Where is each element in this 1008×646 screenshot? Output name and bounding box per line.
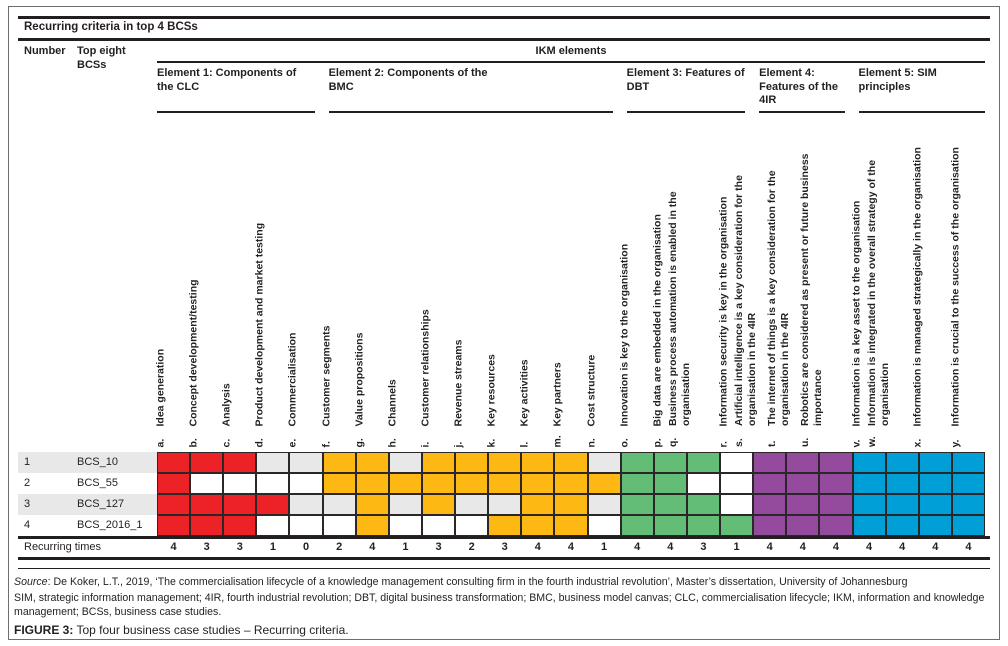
recurring-times-value: 4 [634, 541, 641, 553]
recurring-times-value: 1 [733, 541, 740, 553]
matrix-cell [356, 515, 389, 536]
column-header-ikm-elements: IKM elements [535, 45, 607, 57]
matrix-cell [687, 515, 720, 536]
matrix-cell [588, 473, 621, 494]
criterion-column [452, 118, 488, 447]
criterion-label: o.Innovation is key to the organisation [618, 243, 631, 447]
matrix-cell [853, 515, 886, 536]
criterion-key: s. [733, 438, 746, 447]
criterion-key: j. [452, 441, 465, 447]
table-top-rule [18, 16, 990, 19]
matrix-cell [157, 515, 190, 536]
matrix-cell [289, 515, 322, 536]
criterion-label: p.Big data are embedded in the organisation [651, 213, 664, 447]
criterion-key: n. [585, 437, 598, 447]
criterion-key: v. [850, 439, 863, 447]
criterion-label: m.Key partners [551, 361, 564, 447]
matrix-cell [389, 515, 422, 536]
matrix-cell [753, 452, 786, 473]
criterion-label: d.Product development and market testing [253, 222, 266, 447]
matrix-cell [554, 473, 587, 494]
matrix-cell [853, 452, 886, 473]
row-bcs-name: BCS_127 [77, 498, 125, 510]
matrix-cell [588, 452, 621, 473]
matrix-cell [786, 515, 819, 536]
matrix-cell [488, 515, 521, 536]
matrix-cell [621, 494, 654, 515]
matrix-cell [720, 494, 753, 515]
matrix-cell [621, 515, 654, 536]
matrix-cell [422, 515, 455, 536]
matrix-cell [289, 473, 322, 494]
matrix-cell [157, 494, 190, 515]
matrix-cell [720, 452, 753, 473]
matrix-cell [356, 452, 389, 473]
matrix-cell [786, 452, 819, 473]
matrix-cell [323, 515, 356, 536]
matrix-cell [753, 494, 786, 515]
matrix-cell [289, 452, 322, 473]
recurring-times-value: 4 [567, 541, 575, 553]
matrix-cell [753, 515, 786, 536]
matrix-cell [422, 473, 455, 494]
matrix-cell [389, 452, 422, 473]
matrix-cell [654, 452, 687, 473]
criterion-label: g.Value propositions [353, 332, 366, 447]
matrix-cell [190, 515, 223, 536]
recurring-times-value: 3 [435, 541, 442, 553]
matrix-cell [289, 494, 322, 515]
element-group-underline [759, 111, 844, 113]
recurring-times-value: 4 [766, 541, 773, 553]
criterion-key: p. [651, 437, 664, 447]
figure-caption [14, 623, 349, 637]
matrix-cell [720, 515, 753, 536]
criterion-label: k.Key resources [485, 353, 498, 447]
criterion-column [949, 118, 985, 447]
criterion-column [911, 118, 952, 447]
criterion-key: b. [187, 437, 200, 447]
matrix-cell [687, 452, 720, 473]
matrix-cell [455, 515, 488, 536]
matrix-cell [819, 473, 852, 494]
criterion-column [220, 118, 256, 447]
matrix-cell [256, 452, 289, 473]
criterion-key: a. [154, 438, 167, 447]
matrix-cell [853, 494, 886, 515]
row-number: 3 [24, 498, 31, 510]
recurring-times-value: 4 [965, 541, 972, 553]
criterion-key: o. [618, 437, 631, 447]
element-group-underline [859, 111, 985, 113]
element-group-header: Element 3: Features of DBT [626, 67, 745, 93]
matrix-cell [521, 494, 554, 515]
matrix-cell [952, 473, 985, 494]
matrix-cell [621, 452, 654, 473]
criterion-key: i. [419, 441, 432, 447]
matrix-cell [886, 452, 919, 473]
criterion-column [585, 118, 621, 447]
element-group-header: Element 4: Features of the 4IR [759, 67, 839, 106]
criterion-label: v.Information is a key asset to the organisation [850, 200, 863, 447]
source-line [14, 576, 990, 590]
matrix-cell [819, 515, 852, 536]
matrix-cell [223, 452, 256, 473]
matrix-cell [488, 452, 521, 473]
criterion-column [253, 118, 289, 447]
row-number: 4 [24, 519, 31, 531]
matrix-cell [389, 494, 422, 515]
matrix-cell [223, 494, 256, 515]
matrix-cell [919, 452, 952, 473]
recurring-times-value: 2 [468, 541, 475, 553]
criterion-label: n.Cost structure [585, 354, 598, 447]
recurring-times-value: 4 [832, 541, 839, 553]
recurring-times-value: 1 [402, 541, 409, 553]
criterion-label: x.Information is managed strategically in the organisation [911, 146, 924, 447]
criterion-label: y.Information is crucial to the success of the organisation [949, 146, 962, 447]
matrix-cell [819, 494, 852, 515]
element-group-underline [329, 111, 613, 113]
criterion-label: i.Customer relationships [419, 308, 432, 447]
source-text: : De Koker, L.T., 2019, ‘The commercialisation lifecycle of a knowledge management consulting firm in the fourth industrial revolution’, Master’s dissertation, University of Johannesburg [47, 576, 908, 588]
matrix-cell [323, 452, 356, 473]
matrix-cell [455, 494, 488, 515]
recurring-times-value: 4 [932, 541, 939, 553]
criterion-key: f. [320, 440, 333, 447]
recurring-times-value: 4 [799, 541, 806, 553]
row-bcs-name: BCS_2016_1 [77, 519, 143, 531]
matrix-cell [753, 473, 786, 494]
criterion-column [386, 118, 422, 447]
row-number: 1 [24, 456, 31, 468]
criterion-key: t. [766, 440, 779, 447]
matrix-cell [455, 473, 488, 494]
matrix-cell [157, 473, 190, 494]
matrix-cell [554, 452, 587, 473]
element-group-header: Element 1: Components of the CLC [157, 67, 297, 93]
criterion-column [618, 118, 654, 447]
criterion-column [419, 118, 455, 447]
matrix-cell [190, 452, 223, 473]
matrix-cell [654, 473, 687, 494]
ikm-underline [157, 61, 985, 63]
criterion-key: k. [485, 438, 498, 447]
criterion-key: c. [220, 438, 233, 447]
criterion-label: l.Key activities [518, 358, 531, 447]
matrix-cell [455, 452, 488, 473]
matrix-cell [356, 494, 389, 515]
recurring-times-value: 3 [203, 541, 210, 553]
criterion-label: a.Idea generation [154, 348, 167, 447]
body-bottom-rule [18, 536, 990, 539]
matrix-cell [521, 452, 554, 473]
row-number: 2 [24, 477, 31, 489]
criterion-label: s.Artificial intelligence is a key consideration for the organisation in the 4IR [733, 175, 758, 447]
criterion-key: u. [799, 437, 812, 447]
matrix-cell [687, 494, 720, 515]
source-label: Source [14, 576, 48, 588]
criterion-label: f.Customer segments [320, 325, 333, 447]
figure-caption-text: Top four business case studies – Recurring criteria. [73, 623, 349, 637]
recurring-times-value: 4 [866, 541, 873, 553]
matrix-cell [256, 515, 289, 536]
matrix-cell [488, 494, 521, 515]
matrix-cell [488, 473, 521, 494]
matrix-cell [886, 515, 919, 536]
element-group-header: Element 2: Components of the BMC [328, 67, 488, 93]
matrix-cell [952, 515, 985, 536]
abbreviations-text: SIM, strategic information management; 4IR, fourth industrial revolution; DBT, digital business transformation; BMC, business model canvas; CLC, commercialisation lifecycle; IKM, information and knowledge management; BCSs, business case studies. [14, 592, 985, 618]
matrix-cell [720, 473, 753, 494]
matrix-cell [687, 473, 720, 494]
criterion-label: r.Information security is key in the organisation [717, 196, 730, 447]
criterion-key: g. [353, 437, 366, 447]
matrix-cell [621, 473, 654, 494]
matrix-cell [654, 494, 687, 515]
recurring-bottom-rule [18, 557, 990, 560]
recurring-times-value: 0 [302, 541, 310, 553]
matrix-cell [786, 473, 819, 494]
criterion-key: w. [865, 436, 878, 447]
matrix-cell [588, 515, 621, 536]
criterion-key: q. [666, 437, 679, 447]
matrix-cell [886, 494, 919, 515]
recurring-times-value: 3 [236, 541, 243, 553]
criterion-label: b.Concept development/testing [187, 278, 200, 447]
recurring-times-value: 4 [534, 541, 541, 553]
matrix-cell [886, 473, 919, 494]
column-header-number: Number [24, 45, 66, 57]
recurring-times-value: 1 [601, 541, 608, 553]
recurring-times-value: 4 [170, 541, 177, 553]
matrix-cell [190, 473, 223, 494]
criterion-column [551, 118, 587, 447]
criterion-column [799, 118, 852, 447]
recurring-times-value: 3 [501, 541, 508, 553]
title-bottom-rule [18, 38, 990, 41]
matrix-cell [786, 494, 819, 515]
criterion-column [286, 118, 322, 447]
matrix-cell [919, 515, 952, 536]
criterion-column [320, 118, 356, 447]
table-title: Recurring criteria in top 4 BCSs [24, 21, 198, 33]
matrix-cell [422, 452, 455, 473]
matrix-cell [521, 515, 554, 536]
matrix-cell [853, 473, 886, 494]
recurring-times-value: 1 [269, 541, 276, 553]
criterion-column [353, 118, 389, 447]
criterion-label: c.Analysis [220, 382, 233, 447]
element-group-header: Element 5: SIM principles [858, 67, 937, 93]
matrix-cell [223, 515, 256, 536]
criterion-column [666, 118, 720, 447]
matrix-cell [554, 494, 587, 515]
criterion-column [187, 118, 223, 447]
recurring-times-value: 4 [899, 541, 906, 553]
matrix-cell [819, 452, 852, 473]
matrix-cell [356, 473, 389, 494]
matrix-cell [919, 494, 952, 515]
matrix-cell [157, 452, 190, 473]
row-bcs-name: BCS_55 [77, 477, 118, 489]
matrix-cell [422, 494, 455, 515]
criterion-key: r. [717, 440, 730, 447]
criterion-column [485, 118, 521, 447]
matrix-cell [521, 473, 554, 494]
matrix-cell [323, 494, 356, 515]
recurring-times-value: 4 [369, 541, 376, 553]
matrix-cell [190, 494, 223, 515]
criterion-label: u.Robotics are considered as present or future business importance [799, 153, 824, 447]
criterion-key: h. [386, 437, 399, 447]
row-bcs-name: BCS_10 [77, 456, 118, 468]
matrix-cell [223, 473, 256, 494]
matrix-cell [389, 473, 422, 494]
recurring-times-value: 3 [700, 541, 707, 553]
criterion-key: x. [911, 438, 924, 447]
criterion-label: j.Revenue streams [452, 339, 465, 447]
recurring-times-value: 2 [336, 541, 343, 553]
criterion-column [518, 118, 554, 447]
criterion-label: h.Channels [386, 378, 399, 447]
table-end-rule [18, 568, 990, 569]
recurring-times-value: 4 [667, 541, 674, 553]
matrix-cell [256, 494, 289, 515]
criterion-label: t.The internet of things is a key consideration for the organisation in the 4IR [766, 170, 791, 447]
criterion-key: y. [949, 439, 962, 447]
matrix-cell [952, 452, 985, 473]
matrix-cell [323, 473, 356, 494]
matrix-cell [588, 494, 621, 515]
criterion-key: l. [518, 441, 531, 447]
recurring-times-label: Recurring times [24, 541, 102, 553]
column-header-top-eight-bcss: Top eight BCSs [77, 45, 126, 71]
criterion-key: m. [551, 434, 564, 447]
criterion-label: e.Commercialisation [286, 332, 299, 447]
matrix-cell [919, 473, 952, 494]
criterion-column [154, 118, 190, 447]
criterion-label: w.Information is integrated in the overall strategy of the organisation [865, 159, 891, 447]
figure-caption-label: FIGURE 3: [14, 623, 74, 637]
criterion-key: d. [253, 437, 266, 447]
matrix-cell [654, 515, 687, 536]
matrix-cell [554, 515, 587, 536]
criterion-key: e. [286, 438, 299, 447]
matrix-cell [952, 494, 985, 515]
matrix-cell [256, 473, 289, 494]
criterion-label: q.Business process automation is enabled in the organisation [666, 191, 692, 447]
